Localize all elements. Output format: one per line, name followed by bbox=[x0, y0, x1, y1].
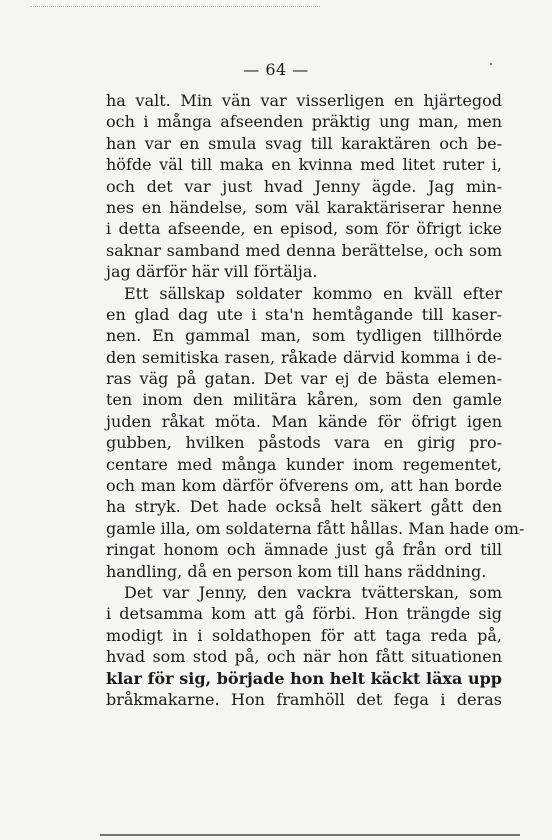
text-line: i detta afseende, en episod, som för öfrigt icke bbox=[106, 219, 502, 239]
text-line: och det var just hvad Jenny ägde. Jag min- bbox=[106, 176, 502, 196]
text-line: ringat honom och ämnade just gå från ord till bbox=[106, 540, 502, 560]
top-edge-mark bbox=[30, 6, 320, 7]
paragraph-3 bbox=[106, 582, 502, 710]
text-line: den semitiska rasen, råkade därvid komma i de- bbox=[106, 347, 502, 367]
body-text bbox=[106, 90, 525, 710]
text-line: centare med många kunder inom regementet, bbox=[106, 454, 502, 474]
text-line: modigt in i soldathopen för att taga reda på, bbox=[106, 625, 502, 645]
text-line: ten inom den militära kåren, som den gamle bbox=[106, 390, 502, 410]
page-number: — 64 — bbox=[243, 60, 309, 79]
text-line: handling, då en person kom till hans räddning. bbox=[106, 561, 487, 581]
text-line: Ett sällskap soldater kommo en kväll efter bbox=[124, 283, 502, 303]
bottom-edge-mark bbox=[100, 834, 520, 836]
text-line: Det var Jenny, den vackra tvätterskan, som bbox=[124, 582, 502, 602]
text-line: höfde väl till maka en kvinna med litet ruter i, bbox=[106, 155, 502, 175]
text-line: jag därför här vill förtälja. bbox=[106, 262, 318, 282]
text-line: juden råkat möta. Man kände för öfrigt igen bbox=[106, 411, 502, 431]
text-line: bråkmakarne. Hon framhöll det fega i deras bbox=[106, 689, 502, 709]
paragraph-2 bbox=[106, 283, 525, 582]
text-line: saknar samband med denna berättelse, och som bbox=[106, 240, 502, 260]
text-line: ha stryk. Det hade också helt säkert gått den bbox=[106, 497, 502, 517]
text-line: och i många afseenden präktig ung man, men bbox=[106, 112, 502, 132]
text-line: klar för sig, började hon helt käckt läxa upp bbox=[106, 668, 502, 688]
text-line: gamle illa, om soldaterna fått hållas. Man hade om- bbox=[106, 518, 525, 538]
text-line: och man kom därför öfverens om, att han borde bbox=[106, 476, 502, 496]
text-line: nen. En gammal man, som tydligen tillhörde bbox=[106, 326, 502, 346]
text-line: hvad som stod på, och när hon fått situationen bbox=[106, 647, 502, 667]
text-line: gubben, hvilken påstods vara en girig pro- bbox=[106, 433, 502, 453]
text-line: ha valt. Min vän var visserligen en hjärtegod bbox=[106, 91, 502, 110]
text-line: han var en smula svag till karaktären och be- bbox=[106, 133, 502, 153]
text-line: ras väg på gatan. Det var ej de bästa elemen- bbox=[106, 369, 502, 389]
text-line: en glad dag ute i sta'n hemtågande till kaser- bbox=[106, 304, 502, 324]
text-line: i detsamma kom att gå förbi. Hon trängde sig bbox=[106, 604, 502, 624]
paragraph-1 bbox=[106, 90, 502, 283]
text-line: nes en händelse, som väl karaktäriserar henne bbox=[106, 197, 502, 217]
